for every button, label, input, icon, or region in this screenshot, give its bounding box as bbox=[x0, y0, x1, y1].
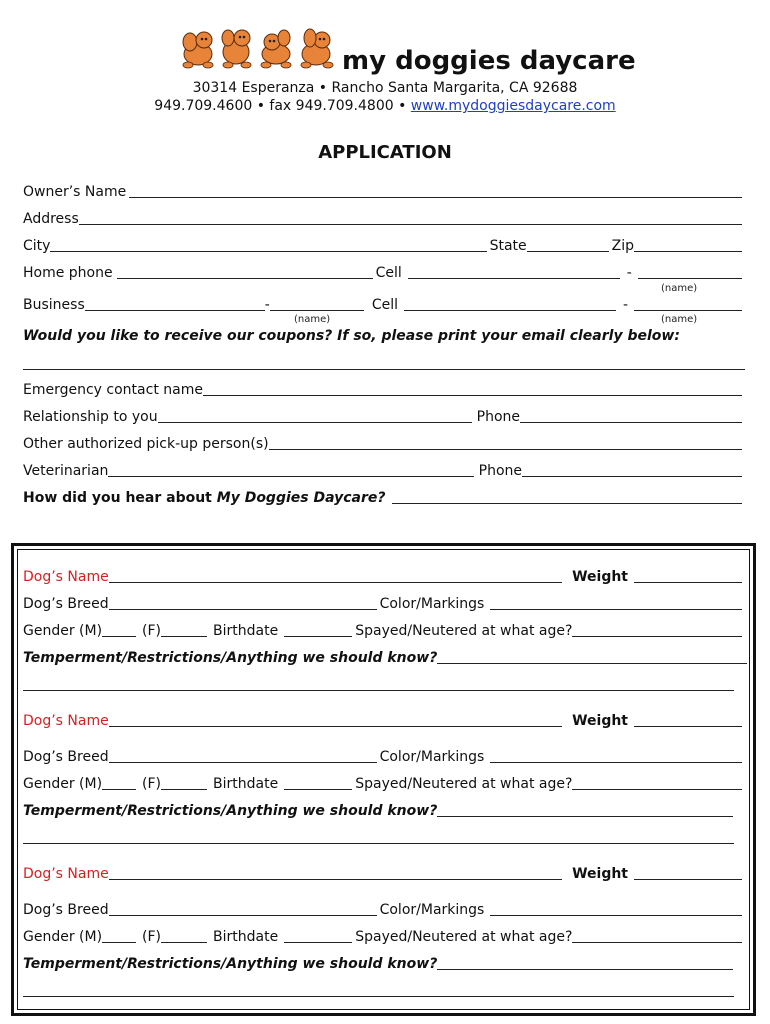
dog3-breed-field[interactable] bbox=[109, 902, 377, 916]
dog2-temperment-label: Temperment/Restrictions/Anything we should know? bbox=[23, 803, 438, 819]
dog3-name-row bbox=[23, 864, 745, 882]
how-heard-label bbox=[23, 490, 386, 506]
email-field[interactable] bbox=[23, 369, 745, 370]
business-row bbox=[23, 295, 745, 313]
city-row bbox=[23, 236, 745, 254]
emergency-contact-field[interactable] bbox=[203, 382, 742, 396]
dog2-spayed-field[interactable] bbox=[572, 776, 742, 790]
veterinarian-phone-label: Phone bbox=[478, 463, 522, 479]
business-name-hint: (name) bbox=[294, 314, 331, 325]
dog2-breed-row bbox=[23, 747, 745, 765]
city-field[interactable] bbox=[50, 238, 486, 252]
dog2-color-field[interactable] bbox=[490, 749, 742, 763]
veterinarian-field[interactable] bbox=[108, 463, 473, 477]
home-phone-field[interactable] bbox=[117, 265, 373, 279]
dog1-gender-row bbox=[23, 621, 745, 639]
dog2-gender-f-field[interactable] bbox=[161, 776, 207, 790]
dog1-name-label: Dog’s Name bbox=[23, 569, 109, 585]
dog2-name-field[interactable] bbox=[109, 713, 562, 727]
home-phone-row bbox=[23, 263, 745, 281]
page-title: APPLICATION bbox=[318, 142, 452, 163]
dog1-spayed-label: Spayed/Neutered at what age? bbox=[355, 623, 573, 639]
dog1-weight-label: Weight bbox=[572, 569, 628, 585]
dog2-spayed-label: Spayed/Neutered at what age? bbox=[355, 776, 573, 792]
dog3-weight-label: Weight bbox=[572, 866, 628, 882]
business-phone-field[interactable] bbox=[85, 297, 265, 311]
dog3-spayed-field[interactable] bbox=[572, 929, 742, 943]
dog1-name-field[interactable] bbox=[109, 569, 562, 583]
dog3-birthdate-label: Birthdate bbox=[213, 929, 279, 945]
zip-label: Zip bbox=[611, 238, 634, 254]
business-cell-dash: - bbox=[622, 297, 629, 313]
dog1-temperment-row bbox=[23, 648, 745, 666]
dog3-temperment-field[interactable] bbox=[437, 956, 733, 970]
veterinarian-row bbox=[23, 461, 745, 479]
how-heard-prefix: How did you hear about bbox=[23, 490, 217, 506]
dog2-breed-field[interactable] bbox=[109, 749, 377, 763]
dog3-breed-label: Dog’s Breed bbox=[23, 902, 109, 918]
dog3-color-field[interactable] bbox=[490, 902, 742, 916]
dog1-breed-row bbox=[23, 594, 745, 612]
dog3-name-label: Dog’s Name bbox=[23, 866, 109, 882]
relationship-phone-label: Phone bbox=[476, 409, 520, 425]
city-label: City bbox=[23, 238, 51, 254]
owners-name-field[interactable] bbox=[129, 184, 742, 198]
business-name-field[interactable] bbox=[270, 297, 364, 311]
dog1-weight-field[interactable] bbox=[634, 569, 742, 583]
website-link[interactable]: www.mydoggiesdaycare.com bbox=[410, 98, 616, 114]
dog3-birthdate-field[interactable] bbox=[284, 929, 352, 943]
dog2-temperment-line2[interactable] bbox=[23, 843, 734, 844]
dog3-temperment-label: Temperment/Restrictions/Anything we should know? bbox=[23, 956, 438, 972]
dog3-color-label: Color/Markings bbox=[379, 902, 485, 918]
cell-dash: - bbox=[626, 265, 632, 281]
dog1-breed-label: Dog’s Breed bbox=[23, 596, 109, 612]
dog3-gender-f-label: (F) bbox=[142, 929, 162, 945]
cell-label: Cell bbox=[375, 265, 402, 281]
street-address: 30314 Esperanza • Rancho Santa Margarita, CA 92688 bbox=[192, 80, 578, 96]
cell-name-hint: (name) bbox=[661, 283, 698, 294]
dog1-color-field[interactable] bbox=[490, 596, 742, 610]
dog3-gender-f-field[interactable] bbox=[161, 929, 207, 943]
coupons-question: Would you like to receive our coupons? If so, please print your email clearly below: bbox=[23, 328, 680, 344]
dog2-gender-row bbox=[23, 774, 745, 792]
veterinarian-phone-field[interactable] bbox=[522, 463, 742, 477]
letterhead bbox=[0, 22, 770, 122]
dog3-name-field[interactable] bbox=[109, 866, 562, 880]
four-puppies-logo bbox=[176, 24, 342, 76]
dog3-gender-m-field[interactable] bbox=[102, 929, 136, 943]
brand-name: my doggies daycare bbox=[342, 46, 636, 76]
dog1-spayed-field[interactable] bbox=[572, 623, 742, 637]
dog3-spayed-label: Spayed/Neutered at what age? bbox=[355, 929, 573, 945]
dog1-birthdate-label: Birthdate bbox=[213, 623, 279, 639]
pickup-label: Other authorized pick-up person(s) bbox=[23, 436, 269, 452]
dog1-gender-f-label: (F) bbox=[142, 623, 162, 639]
how-heard-row bbox=[23, 488, 745, 506]
dog2-temperment-row bbox=[23, 801, 736, 819]
phone-fax: 949.709.4600 • fax 949.709.4800 • bbox=[154, 98, 411, 114]
relationship-field[interactable] bbox=[158, 409, 472, 423]
dog3-temperment-line2[interactable] bbox=[23, 996, 734, 997]
cell-field[interactable] bbox=[408, 265, 620, 279]
dog3-gender-m-label: Gender (M) bbox=[23, 929, 103, 945]
state-field[interactable] bbox=[527, 238, 609, 252]
address-label: Address bbox=[23, 211, 79, 227]
dog3-breed-row bbox=[23, 900, 745, 918]
dog1-gender-m-field[interactable] bbox=[102, 623, 136, 637]
dog2-weight-label: Weight bbox=[572, 713, 628, 729]
dog3-temperment-row bbox=[23, 954, 736, 972]
dog3-gender-row bbox=[23, 927, 745, 945]
zip-field[interactable] bbox=[634, 238, 742, 252]
dog2-birthdate-label: Birthdate bbox=[213, 776, 279, 792]
dog1-temperment-label: Temperment/Restrictions/Anything we should know? bbox=[23, 650, 438, 666]
dog2-gender-m-field[interactable] bbox=[102, 776, 136, 790]
veterinarian-label: Veterinarian bbox=[23, 463, 109, 479]
home-phone-label: Home phone bbox=[23, 265, 113, 281]
relationship-label: Relationship to you bbox=[23, 409, 158, 425]
business-dash: - bbox=[264, 297, 270, 313]
dog1-breed-field[interactable] bbox=[109, 596, 377, 610]
dog1-temperment-line2[interactable] bbox=[23, 690, 734, 691]
dog2-gender-m-label: Gender (M) bbox=[23, 776, 103, 792]
dog2-name-label: Dog’s Name bbox=[23, 713, 109, 729]
dog3-weight-field[interactable] bbox=[634, 866, 742, 880]
how-heard-business: My Doggies Daycare? bbox=[216, 490, 386, 506]
dog1-gender-m-label: Gender (M) bbox=[23, 623, 103, 639]
business-cell-field[interactable] bbox=[404, 297, 616, 311]
dog2-breed-label: Dog’s Breed bbox=[23, 749, 109, 765]
business-cell-name-field[interactable] bbox=[634, 297, 742, 311]
emergency-row bbox=[23, 380, 745, 398]
dog2-weight-field[interactable] bbox=[634, 713, 742, 727]
dog2-gender-f-label: (F) bbox=[142, 776, 162, 792]
dog1-color-label: Color/Markings bbox=[379, 596, 485, 612]
business-cell-label: Cell bbox=[371, 297, 398, 313]
coupons-row bbox=[23, 326, 745, 344]
owners-name-label: Owner’s Name bbox=[23, 184, 127, 200]
dog1-temperment-field[interactable] bbox=[437, 650, 747, 664]
owners-name-row bbox=[23, 182, 745, 200]
how-heard-field[interactable] bbox=[392, 490, 742, 504]
dog2-name-row bbox=[23, 711, 745, 729]
cell-name-field[interactable] bbox=[638, 265, 742, 279]
dog1-gender-f-field[interactable] bbox=[161, 623, 207, 637]
business-cell-name-hint: (name) bbox=[661, 314, 698, 325]
emergency-contact-label: Emergency contact name bbox=[23, 382, 203, 398]
contact-line bbox=[0, 98, 770, 114]
relationship-phone-field[interactable] bbox=[520, 409, 742, 423]
address-row bbox=[23, 209, 745, 227]
dog2-color-label: Color/Markings bbox=[379, 749, 485, 765]
dog2-birthdate-field[interactable] bbox=[284, 776, 352, 790]
business-label: Business bbox=[23, 297, 85, 313]
state-label: State bbox=[489, 238, 527, 254]
relationship-row bbox=[23, 407, 745, 425]
address-field[interactable] bbox=[79, 211, 742, 225]
pickup-row bbox=[23, 434, 745, 452]
pickup-field[interactable] bbox=[269, 436, 742, 450]
dog2-temperment-field[interactable] bbox=[437, 803, 733, 817]
dog1-birthdate-field[interactable] bbox=[284, 623, 352, 637]
dog1-name-row bbox=[23, 567, 745, 585]
